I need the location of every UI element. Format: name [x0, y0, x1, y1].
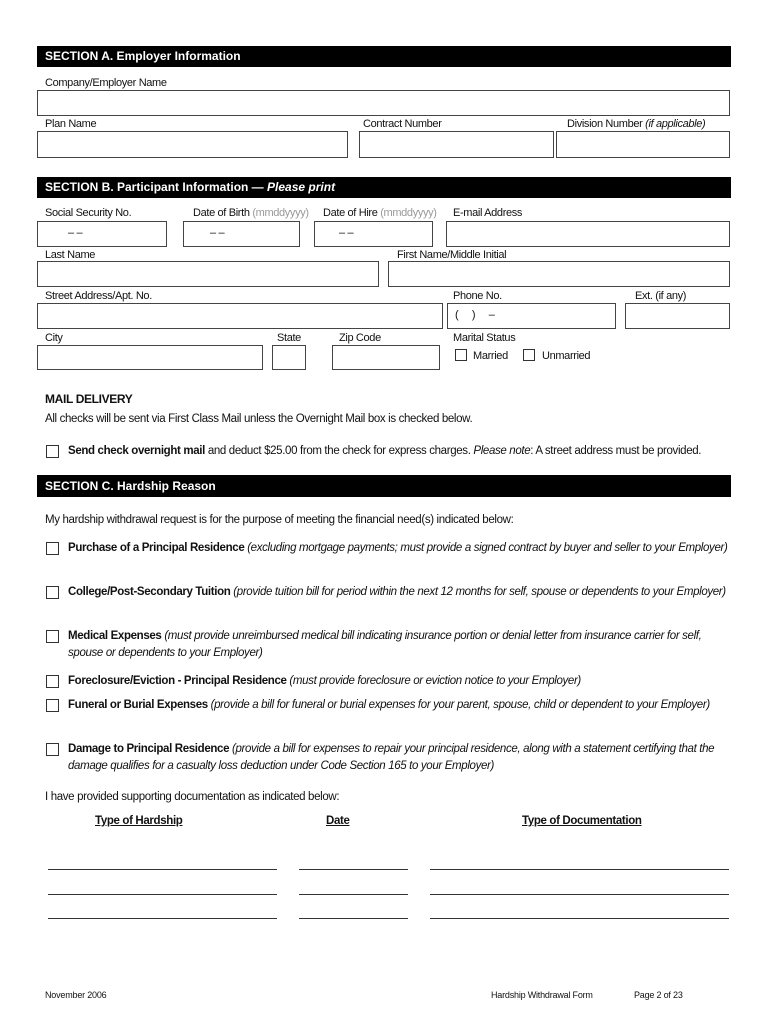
hardship-line-2[interactable]	[48, 894, 277, 895]
col-date: Date	[326, 815, 350, 827]
first-name-label: First Name/Middle Initial	[397, 249, 507, 261]
hardship-item	[68, 741, 728, 775]
state-field[interactable]	[272, 345, 306, 370]
city-label: City	[45, 332, 63, 344]
hardship-checkbox-medical[interactable]	[46, 630, 59, 643]
section-a-header: SECTION A. Employer Information	[37, 46, 731, 67]
hardship-item-note: (must provide unreimbursed medical bill indicating insurance portion or denial letter from insurance carrier for self, spouse or dependents to your Employer)	[68, 630, 702, 659]
dob-label-text: Date of Birth	[193, 207, 250, 219]
ssn-dashes: – –	[68, 227, 83, 239]
phone-format: ( ) –	[455, 309, 495, 321]
section-c-header: SECTION C. Hardship Reason	[37, 475, 731, 497]
doh-label-text: Date of Hire	[323, 207, 378, 219]
section-b-title-italic: Please print	[267, 180, 336, 194]
documentation-intro: I have provided supporting documentation as indicated below:	[45, 791, 340, 803]
plan-name-field[interactable]	[37, 131, 348, 158]
division-number-field[interactable]	[556, 131, 730, 158]
ext-field[interactable]	[625, 303, 730, 329]
phone-label: Phone No.	[453, 290, 502, 302]
hardship-checkbox-foreclosure[interactable]	[46, 675, 59, 688]
hardship-item-note: (excluding mortgage payments; must provide a signed contract by buyer and seller to your Employer)	[244, 542, 728, 554]
mail-delivery-heading: MAIL DELIVERY	[45, 392, 133, 406]
hardship-item	[68, 540, 728, 557]
married-checkbox[interactable]	[455, 349, 467, 361]
col-type-of-documentation: Type of Documentation	[522, 815, 642, 827]
hardship-item-note: (provide a bill for expenses to repair your principal residence, along with a statement certifying that the damage qualifies for a casualty loss deduction under Code Section 165 to your Employer)	[68, 743, 715, 772]
street-label: Street Address/Apt. No.	[45, 290, 152, 302]
mail-delivery-text: All checks will be sent via First Class Mail unless the Overnight Mail box is checked below.	[45, 413, 473, 425]
overnight-mail-bold: Send check overnight mail	[68, 445, 205, 457]
state-label: State	[277, 332, 301, 344]
unmarried-checkbox[interactable]	[523, 349, 535, 361]
city-field[interactable]	[37, 345, 263, 370]
division-label-text: Division Number	[567, 118, 643, 130]
ssn-label: Social Security No.	[45, 207, 132, 219]
company-name-field[interactable]	[37, 90, 730, 116]
overnight-mail-tail: : A street address must be provided.	[530, 445, 702, 457]
zip-label: Zip Code	[339, 332, 381, 344]
overnight-mail-text: and deduct $25.00 from the check for express charges.	[204, 445, 474, 457]
hardship-item-note: (provide a bill for funeral or burial expenses for your parent, spouse, child or dependent to your Employer)	[207, 699, 710, 711]
plan-name-label: Plan Name	[45, 118, 97, 130]
first-name-field[interactable]	[388, 261, 730, 287]
dob-label	[193, 207, 309, 219]
hardship-item-title: Funeral or Burial Expenses	[68, 699, 208, 711]
company-label: Company/Employer Name	[45, 77, 167, 89]
hardship-checkbox-funeral[interactable]	[46, 699, 59, 712]
dob-field[interactable]	[183, 221, 300, 247]
overnight-mail-checkbox[interactable]	[46, 445, 59, 458]
hardship-item-note: (must provide foreclosure or eviction notice to your Employer)	[286, 675, 581, 687]
marital-status-label: Marital Status	[453, 332, 516, 344]
date-line-1[interactable]	[299, 869, 408, 870]
last-name-label: Last Name	[45, 249, 96, 261]
ssn-field[interactable]	[37, 221, 167, 247]
overnight-mail-note: Please note	[473, 445, 531, 457]
doh-format: (mmddyyyy)	[380, 207, 437, 219]
zip-field[interactable]	[332, 345, 440, 370]
overnight-mail-option	[68, 445, 701, 457]
documentation-line-2[interactable]	[430, 894, 729, 895]
hardship-line-3[interactable]	[48, 918, 277, 919]
hardship-checkbox-principal-residence[interactable]	[46, 542, 59, 555]
division-note: (if applicable)	[645, 118, 706, 130]
street-address-field[interactable]	[37, 303, 443, 329]
hardship-item	[68, 628, 728, 662]
doh-field[interactable]	[314, 221, 433, 247]
dob-dashes: – –	[210, 227, 225, 239]
hardship-item-title: Foreclosure/Eviction - Principal Residence	[68, 675, 287, 687]
hardship-item	[68, 584, 728, 601]
hardship-item	[68, 697, 728, 714]
dob-format: (mmddyyyy)	[252, 207, 309, 219]
footer-form-name: Hardship Withdrawal Form	[491, 990, 593, 1000]
hardship-item	[68, 673, 728, 690]
section-b-title: SECTION B. Participant Information —	[45, 180, 268, 194]
married-label: Married	[473, 350, 508, 362]
hardship-item-title: Medical Expenses	[68, 630, 162, 642]
documentation-line-3[interactable]	[430, 918, 729, 919]
footer-date: November 2006	[45, 990, 107, 1000]
contract-number-field[interactable]	[359, 131, 554, 158]
date-line-3[interactable]	[299, 918, 408, 919]
email-field[interactable]	[446, 221, 730, 247]
hardship-item-title: Purchase of a Principal Residence	[68, 542, 245, 554]
hardship-item-note: (provide tuition bill for period within the next 12 months for self, spouse or dependents to your Employer)	[230, 586, 726, 598]
division-number-label	[567, 118, 705, 130]
documentation-line-1[interactable]	[430, 869, 729, 870]
ext-label: Ext. (if any)	[635, 290, 687, 302]
date-line-2[interactable]	[299, 894, 408, 895]
section-b-header	[37, 177, 731, 198]
hardship-item-title: College/Post-Secondary Tuition	[68, 586, 231, 598]
email-label: E-mail Address	[453, 207, 523, 219]
hardship-intro: My hardship withdrawal request is for the purpose of meeting the financial need(s) indicated below:	[45, 514, 514, 526]
contract-number-label: Contract Number	[363, 118, 442, 130]
footer-page-number: Page 2 of 23	[634, 990, 683, 1000]
hardship-checkbox-damage[interactable]	[46, 743, 59, 756]
last-name-field[interactable]	[37, 261, 379, 287]
hardship-item-title: Damage to Principal Residence	[68, 743, 230, 755]
hardship-line-1[interactable]	[48, 869, 277, 870]
col-type-of-hardship: Type of Hardship	[95, 815, 183, 827]
hardship-checkbox-tuition[interactable]	[46, 586, 59, 599]
unmarried-label: Unmarried	[542, 350, 591, 362]
phone-field[interactable]	[447, 303, 616, 329]
doh-label	[323, 207, 437, 219]
doh-dashes: – –	[339, 227, 354, 239]
